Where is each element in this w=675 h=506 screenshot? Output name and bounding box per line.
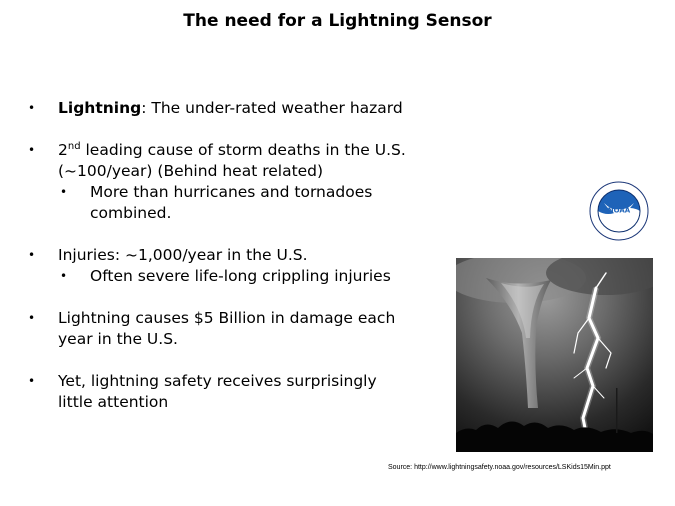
sub-bullet-crippling xyxy=(28,266,468,287)
logo-text: NOAA xyxy=(607,206,631,215)
bullet-number: 2 xyxy=(58,141,68,159)
bullet-dot-icon: • xyxy=(28,374,36,388)
bullet-superscript: nd xyxy=(67,140,81,152)
sub-bullet-text: More than hurricanes and tornadoes xyxy=(90,183,373,201)
slide-title: The need for a Lightning Sensor xyxy=(183,11,492,31)
bullet-dot-icon: • xyxy=(28,143,36,157)
tornado-lightning-photo xyxy=(456,258,653,452)
bullet-list xyxy=(28,98,468,413)
bullet-text: (~100/year) (Behind heat related) xyxy=(58,162,324,180)
bullet-text: year in the U.S. xyxy=(58,330,178,348)
bullet-dot-icon: • xyxy=(28,248,36,262)
source-citation: Source: http://www.lightningsafety.noaa.gov/resources/LSKids15Min.ppt xyxy=(388,464,611,471)
bullet-storm-deaths xyxy=(28,140,468,182)
sub-bullet-dot-icon: • xyxy=(60,269,68,283)
bullet-text: Lightning causes $5 Billion in damage each xyxy=(58,309,396,327)
bullet-dot-icon: • xyxy=(28,101,36,115)
bullet-text: Injuries: ~1,000/year in the U.S. xyxy=(58,246,308,264)
noaa-logo-icon xyxy=(584,181,654,241)
bullet-safety xyxy=(28,371,468,413)
bullet-injuries xyxy=(28,245,468,266)
bullet-text: : The under-rated weather hazard xyxy=(141,99,403,117)
bullet-dot-icon: • xyxy=(28,311,36,325)
sub-bullet-hurricanes xyxy=(28,182,468,224)
bullet-bold-term: Lightning xyxy=(58,99,142,117)
bullet-text: leading cause of storm deaths in the U.S. xyxy=(80,141,406,159)
bullet-lightning xyxy=(28,98,468,119)
sub-bullet-dot-icon: • xyxy=(60,185,68,199)
sub-bullet-text: Often severe life-long crippling injuries xyxy=(90,267,391,285)
bullet-damage xyxy=(28,308,468,350)
sub-bullet-text: combined. xyxy=(90,204,172,222)
bullet-text: little attention xyxy=(58,393,169,411)
bullet-text: Yet, lightning safety receives surprisingly xyxy=(58,372,377,390)
